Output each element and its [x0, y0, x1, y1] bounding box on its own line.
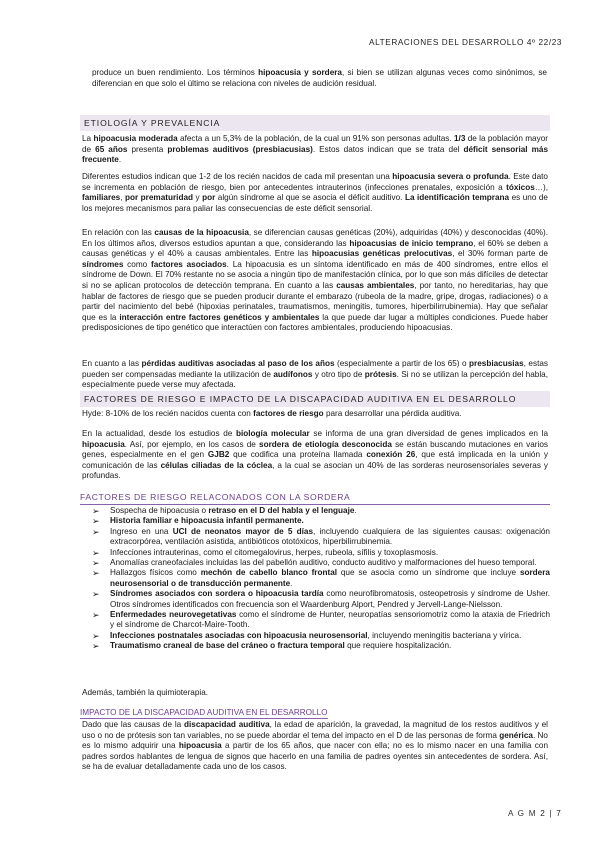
emphasis-text: hipoacusia severa o profunda: [392, 172, 509, 181]
emphasis-text: hipoacusia: [82, 439, 125, 449]
emphasis-text: familiares: [82, 193, 121, 203]
emphasis-text: síndromes: [82, 259, 124, 269]
risk-factor-item: ➢ Infecciones intrauterinas, como el citomegalovirus, herpes, rubeola, sífilis y toxoplasmosis.: [92, 547, 439, 558]
emphasis-text: UCI de neonatos mayor de 5 días: [172, 526, 314, 536]
arrow-bullet-icon: ➢: [92, 516, 100, 527]
emphasis-text: La identificación temprana: [404, 193, 510, 203]
paragraph-recien-nacidos: Diferentes estudios indican que 1-2 de los recién nacidos de cada mil presentan una hipoacusia severa o profunda. Este dato se incrementa en población de riesgo, bien por antecedentes intrauterinos (infecciones prenatales, exposición a tóxicos…), familiares, por prematuridad y por algún síndrome al que se asocia el déficit auditivo. La identificación temprana es uno de los mejores mecanismos para paliar las consecuencias de este déficit sensorial.: [82, 172, 548, 213]
risk-factor-item: ➢ Síndromes asociados con sordera o hipoacusia tardía como neurofibromatosis, osteopetrosis y síndrome de Usher. Otros síndromes identificados con frecuencia son el Waardenburg Alport, Pendred y Jervell-Lange-Nielsson.: [92, 589, 550, 609]
risk-factor-item: ➢ Enfermedades neurovegetativas como el síndrome de Hunter, neuropatías sensoriomotriz como la ataxia de Friedrich y el síndrome de Charcot-Maire-Tooth.: [92, 610, 551, 630]
emphasis-text: tóxicos: [506, 182, 535, 192]
emphasis-text: biología molecular: [236, 429, 310, 438]
emphasis-text: Traumatismo craneal de base del cráneo o fractura temporal: [110, 641, 345, 651]
arrow-bullet-icon: ➢: [92, 610, 100, 621]
arrow-bullet-icon: ➢: [92, 547, 100, 558]
emphasis-text: hipoacusia: [178, 741, 222, 751]
section-heading-etiologia: ETIOLOGÍA Y PREVALENCIA: [80, 115, 550, 131]
paragraph-prevalencia: La hipoacusia moderada afecta a un 5,3% de la población, de la cual un 91% son personas adultas. 1/3 de la población mayor de 65 años presenta problemas auditivos (presbiacusias). Estos datos indican que se trata del déficit sensorial más frecuente.: [82, 134, 549, 165]
author-initials: A G M: [507, 809, 537, 818]
emphasis-text: factores asociados: [150, 259, 227, 269]
emphasis-text: presbiacusias: [469, 359, 524, 368]
subsection-heading-impacto: IMPACTO DE LA DISCAPACIDAD AUDITIVA EN EL DESARROLLO: [80, 708, 328, 717]
emphasis-text: conexión 26: [366, 450, 416, 460]
emphasis-text: Enfermedades neurovegetativas: [110, 610, 237, 620]
emphasis-text: hipoacusia y sordera: [258, 68, 342, 77]
emphasis-text: por prematuridad: [125, 193, 193, 203]
emphasis-text: déficit sensorial más frecuente: [82, 144, 549, 165]
page-footer: [508, 809, 562, 818]
paragraph-presbiacusias: En cuanto a las pérdidas auditivas asociadas al paso de los años (especialmente a partir de los 65) o presbiacusias, estas pueden ser compensadas mediante la utilización de audífonos y otro tipo de prótesis. Si no se utilizan la percepción del habla, especialmente puede verse muy afectada.: [82, 359, 548, 390]
risk-factor-list: [88, 506, 550, 652]
intro-paragraph: produce un buen rendimiento. Los términos hipoacusia y sordera, si bien se utilizan algunas veces como sinónimos, se diferencian en que solo el último se relaciona con niveles de audición residual.: [92, 68, 547, 88]
arrow-bullet-icon: ➢: [92, 506, 100, 516]
paragraph-causas: En relación con las causas de la hipoacusia, se diferencian causas genéticas (20%), adquiridas (40%) y desconocidas (40%). En los últimos años, diversos estudios apuntan a que, considerando las hipoacusias de inicio temprano, el 60% se deben a causas genéticas y el 40% a causas ambientales. Entre las hipoacusias genéticas prelocutivas, el 30% forman parte de síndromes como factores asociados. La hipoacusia es un síntoma identificado en más de 400 síndromes, entre ellos el síndrome de Down. El 70% restante no se asocia a ningún tipo de manifestación clínica, por lo que son más difíciles de detectar si no se aplican protocolos de detección temprana. En cuanto a las causas ambientales, por tanto, no hereditarias, hay que hablar de factores de riesgo que se pueden producir durante el embarazo (rubeola de la madre, gripe, drogas, radiaciones) o a partir del nacimiento del bebé (hipoxias perinatales, traumatismos, meningitis, tumores, hiperbilirrubinemia). Hay que señalar que es la interacción entre factores genéticos y ambientales la que puede dar lugar a múltiples condiciones. Puede haber predisposiciones de tipo genético que interactúen con factores ambientales, produciendo hipoacusias.: [82, 228, 549, 333]
emphasis-text: 65 años: [95, 144, 128, 154]
arrow-bullet-icon: ➢: [92, 641, 100, 652]
emphasis-text: Infecciones postnatales asociadas con hipoacusia neurosensorial: [110, 630, 368, 640]
emphasis-text: interacción entre factores genéticos y ambientales: [119, 312, 320, 322]
section-heading-factores-riesgo: FACTORES DE RIESGO E IMPACTO DE LA DISCAPACIDAD AUDITIVA EN EL DESARROLLO: [80, 391, 550, 407]
emphasis-text: Síndromes asociados con sordera o hipoacusia tardía: [110, 589, 324, 599]
paragraph-impacto: Dado que las causas de la discapacidad auditiva, la edad de aparición, la gravedad, la magnitud de los restos auditivos y el uso o no de prótesis son tan variables, no se puede abordar el tema del impacto en el D de las personas de forma genérica. No es lo mismo adquirir una hipoacusia a partir de los 65 años, que nacer con ella; no es lo mismo nacer en una familia con padres sordos hablantes de lengua de signos que hacerlo en una familia de padres oyentes sin antecedentes de sordera. Así, se ha de evaluar detalladamente cada uno de los casos.: [82, 720, 549, 772]
emphasis-text: retraso en el D del habla y el lenguaje: [208, 506, 355, 515]
risk-factor-item: ➢ Sospecha de hipoacusia o retraso en el D del habla y el lenguaje.: [92, 506, 357, 516]
emphasis-text: discapacidad auditiva: [184, 720, 270, 729]
risk-factor-item: ➢ Hallazgos físicos como mechón de cabello blanco frontal que se asocia como un síndrome que incluye sordera neurosensorial o de transducción permanente.: [92, 568, 550, 588]
emphasis-text: hipoacusias genéticas prelocutivas: [311, 249, 453, 259]
arrow-bullet-icon: ➢: [92, 630, 100, 641]
emphasis-text: causas de la hipoacusia: [154, 228, 249, 237]
emphasis-text: mechón de cabello blanco frontal: [200, 568, 338, 578]
emphasis-text: sordera neurosensorial o de transducción permanente: [110, 568, 550, 588]
emphasis-text: Historia familiar e hipoacusia infantil permanente.: [110, 516, 304, 526]
subsection-heading-factores-sordera: FACTORES DE RIESGO RELACONADOS CON LA SORDERA: [80, 492, 550, 505]
paragraph-hyde: Hyde: 8-10% de los recién nacidos cuenta con factores de riesgo para desarrollar una pérdida auditiva.: [82, 409, 462, 418]
emphasis-text: hipoacusias de inicio temprano: [349, 238, 474, 248]
risk-factor-item: ➢ Traumatismo craneal de base del cráneo o fractura temporal que requiere hospitalización.: [92, 641, 452, 652]
emphasis-text: GJB2: [207, 450, 230, 460]
emphasis-text: células ciliadas de la cóclea: [160, 460, 273, 470]
emphasis-text: hipoacusia moderada: [93, 134, 178, 143]
arrow-bullet-icon: ➢: [92, 589, 100, 600]
emphasis-text: factores de riesgo: [253, 409, 324, 418]
emphasis-text: 1/3: [453, 134, 466, 143]
emphasis-text: genérica: [499, 730, 533, 740]
paragraph-quimioterapia: Además, también la quimioterapia.: [82, 688, 209, 697]
emphasis-text: audífonos: [273, 369, 313, 379]
risk-factor-item: [88, 516, 550, 526]
page-number: 2 | 7: [540, 809, 562, 818]
risk-factor-item: ➢ Anomalías craneofaciales incluidas las del pabellón auditivo, conducto auditivo y malformaciones del hueso temporal.: [92, 558, 537, 569]
risk-factor-item: ➢ Infecciones postnatales asociadas con hipoacusia neurosensorial, incluyendo meningitis bacteriana y vírica.: [92, 630, 522, 641]
emphasis-text: por: [202, 193, 216, 203]
risk-factor-item: ➢ Ingreso en una UCI de neonatos mayor de 5 días, incluyendo cualquiera de las siguientes causas: oxigenación extracorpórea, ventilación asistida, antibióticos ototóxicos, hiperbilirrubinemia.: [92, 526, 550, 547]
paragraph-biologia-molecular: En la actualidad, desde los estudios de biología molecular se informa de una gran diversidad de genes implicados en la hipoacusia. Así, por ejemplo, en los casos de sordera de etiología desconocida se están buscando mutaciones en varios genes, especialmente en el gen GJB2 que codifica una proteína llamada conexión 26, que está implicada en la unión y comunicación de las células ciliadas de la cóclea, a la cual se asocian un 40% de las sorderas neurosensoriales severas y profundas.: [82, 429, 548, 481]
emphasis-text: prótesis: [364, 369, 397, 379]
emphasis-text: sordera de etiología desconocida: [259, 439, 392, 449]
emphasis-text: pérdidas auditivas asociadas al paso de los años: [141, 359, 335, 368]
arrow-bullet-icon: ➢: [92, 526, 100, 537]
emphasis-text: problemas auditivos (presbiacusias): [167, 144, 313, 154]
running-header: ALTERACIONES DEL DESARROLLO 4º 22/23: [369, 38, 562, 47]
arrow-bullet-icon: ➢: [92, 558, 100, 569]
arrow-bullet-icon: ➢: [92, 568, 100, 579]
emphasis-text: causas ambientales: [336, 280, 415, 290]
